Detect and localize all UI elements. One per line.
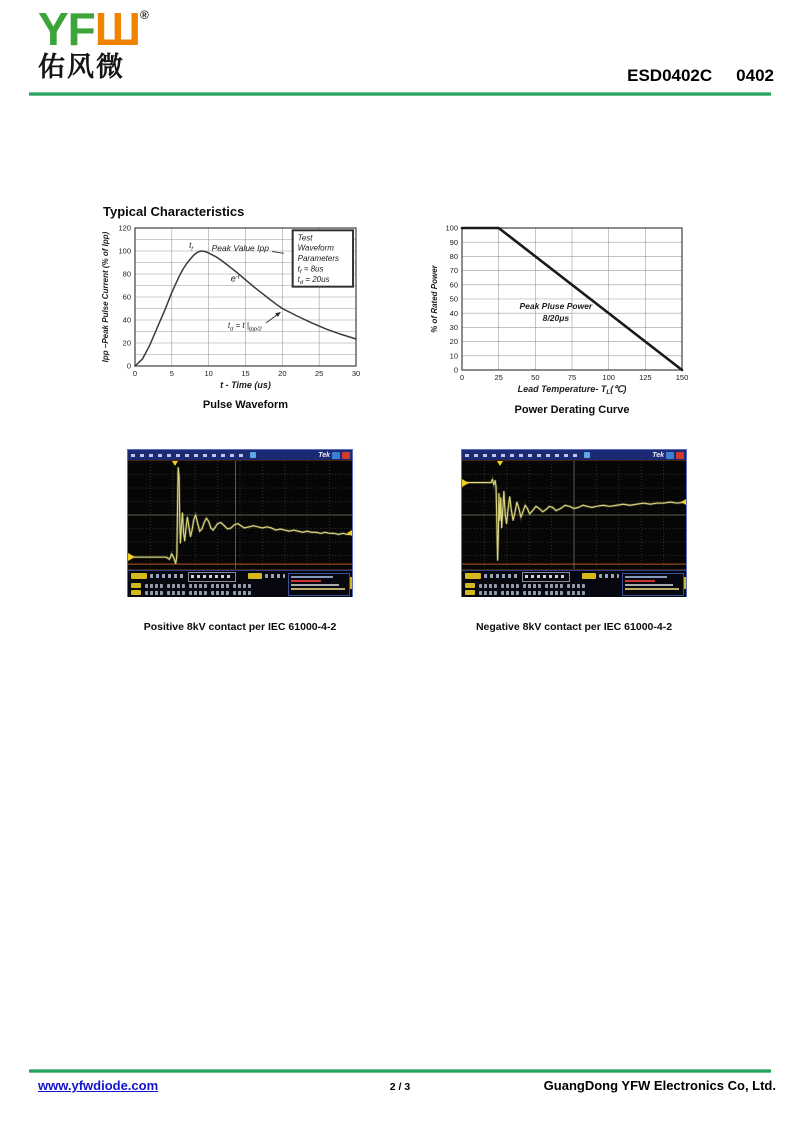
y-tick-label: 30 bbox=[449, 323, 458, 332]
logo-chinese-text: 佑风微 bbox=[38, 52, 125, 82]
pulse-waveform-caption: Pulse Waveform bbox=[202, 399, 289, 411]
x-tick-label: 5 bbox=[169, 369, 174, 378]
y-tick-label: 90 bbox=[449, 237, 458, 247]
header-rule bbox=[29, 92, 771, 96]
chart-annotation: 8/20μs bbox=[542, 313, 570, 324]
chart-annotation: Peak Pluse Power bbox=[519, 300, 593, 311]
level-marker-icon bbox=[347, 530, 352, 536]
tek-logo: Tek bbox=[652, 451, 664, 459]
level-marker-icon bbox=[681, 499, 686, 505]
measure-badge bbox=[131, 590, 141, 595]
scope-screen bbox=[462, 460, 686, 570]
logo-yf-text: YF bbox=[38, 3, 95, 55]
tek-logo: Tek bbox=[318, 451, 330, 459]
scope-graticule bbox=[128, 461, 352, 569]
scope-decoration bbox=[191, 575, 233, 578]
y-tick-label: 100 bbox=[118, 246, 131, 256]
x-tick-label: 150 bbox=[675, 373, 689, 382]
y-axis-label: % of Rated Power bbox=[430, 265, 439, 333]
close-button-icon bbox=[676, 452, 684, 459]
y-tick-label: 60 bbox=[122, 292, 131, 302]
scope-readout bbox=[462, 570, 686, 597]
logo-wordmark bbox=[38, 3, 149, 55]
trigger-position-marker-icon bbox=[497, 461, 503, 466]
oscilloscope-positive-screenshot bbox=[127, 449, 353, 597]
trigger-readout bbox=[599, 574, 619, 578]
test-parameters-line: Test bbox=[297, 233, 313, 243]
measurement-cell bbox=[523, 591, 541, 595]
x-tick-label: 125 bbox=[639, 373, 652, 382]
scope-decoration bbox=[291, 584, 339, 586]
measure-badge bbox=[465, 590, 475, 595]
measurement-cell bbox=[233, 591, 251, 595]
trigger-position-marker-icon bbox=[172, 461, 178, 466]
x-axis-label: Lead Temperature- $T_L(℃)$ bbox=[517, 384, 627, 397]
ground-reference-marker-icon bbox=[128, 553, 135, 561]
trigger-readout bbox=[265, 574, 285, 578]
test-parameters-line: $t_d = 20us$ bbox=[297, 274, 330, 287]
pulse-waveform-figure bbox=[98, 216, 368, 413]
measurement-cell bbox=[501, 591, 519, 595]
minimize-button-icon bbox=[332, 452, 340, 459]
scope-decoration bbox=[525, 575, 567, 578]
scope-app-icon bbox=[584, 452, 590, 458]
measurement-cell bbox=[167, 591, 185, 595]
x-tick-label: 0 bbox=[132, 369, 138, 378]
scope-menubar bbox=[128, 450, 352, 460]
scope-decoration bbox=[625, 588, 679, 590]
acquisition-readout bbox=[522, 572, 570, 582]
scope-menubar bbox=[462, 450, 686, 460]
package-code: 0402 bbox=[736, 66, 774, 85]
y-tick-label: 20 bbox=[122, 338, 131, 348]
y-tick-label: 120 bbox=[118, 223, 131, 233]
y-tick-label: 20 bbox=[449, 337, 458, 347]
panel-scrollbar bbox=[350, 577, 352, 589]
measurement-cell bbox=[145, 591, 163, 595]
company-name: GuangDong YFW Electronics Co, Ltd. bbox=[543, 1078, 776, 1093]
scope-screen bbox=[128, 460, 352, 570]
logo-w-text: Ш bbox=[94, 3, 141, 55]
oscilloscope-negative-screenshot bbox=[461, 449, 687, 597]
timebase-readout bbox=[484, 574, 518, 578]
footer-rule bbox=[29, 1069, 771, 1073]
x-tick-label: 20 bbox=[278, 369, 287, 378]
test-parameters-line: $t_f = 8us$ bbox=[297, 264, 324, 276]
y-tick-label: 80 bbox=[449, 252, 458, 261]
yfw-logo bbox=[38, 3, 149, 82]
measurement-cell bbox=[567, 591, 585, 595]
trigger-badge bbox=[248, 573, 262, 579]
y-tick-label: 50 bbox=[449, 294, 458, 304]
x-tick-label: 25 bbox=[494, 373, 503, 382]
panel-scrollbar bbox=[684, 577, 686, 589]
channel-badge bbox=[131, 573, 147, 579]
y-tick-label: 80 bbox=[122, 269, 131, 279]
scope-graticule bbox=[462, 461, 686, 569]
channel-badge bbox=[465, 573, 481, 579]
x-tick-label: 15 bbox=[241, 369, 250, 378]
scope-decoration bbox=[291, 576, 333, 578]
section-title: Typical Characteristics bbox=[103, 203, 245, 219]
x-axis-label: t - Time (us) bbox=[220, 380, 271, 390]
measurement-cell bbox=[479, 584, 497, 588]
page-indicator: 2 / 3 bbox=[389, 1081, 411, 1093]
power-derating-chart bbox=[425, 216, 700, 400]
test-parameters-line: Waveform bbox=[297, 243, 334, 253]
scope-decoration bbox=[625, 584, 673, 586]
status-panel bbox=[622, 573, 684, 596]
registered-trademark-icon: ® bbox=[140, 8, 149, 22]
scope-negative-caption: Negative 8kV contact per IEC 61000-4-2 bbox=[475, 621, 673, 633]
x-tick-label: 25 bbox=[314, 369, 324, 378]
scope-menu-items bbox=[465, 454, 581, 457]
chart-annotation: $e^{-t}$ bbox=[230, 273, 240, 284]
power-derating-caption: Power Derating Curve bbox=[514, 404, 630, 416]
measurement-cell bbox=[545, 584, 563, 588]
chart-annotation: Peak Value Ipp bbox=[211, 243, 269, 253]
minimize-button-icon bbox=[666, 452, 674, 459]
y-tick-label: 40 bbox=[122, 315, 131, 325]
ground-reference-marker-icon bbox=[462, 479, 469, 487]
measurement-cell bbox=[189, 591, 207, 595]
y-axis-label: Ipp –Peak Pulse Current (% of Ipp) bbox=[101, 231, 110, 363]
measurement-cell bbox=[233, 584, 251, 588]
test-parameters-line: Parameters bbox=[297, 254, 340, 264]
measurement-cell bbox=[211, 584, 229, 588]
y-tick-label: 0 bbox=[453, 365, 458, 375]
measure-badge bbox=[131, 583, 141, 588]
x-tick-label: 30 bbox=[351, 369, 361, 378]
measurement-cell bbox=[189, 584, 207, 588]
chart-annotation: $t_f$ bbox=[189, 241, 193, 253]
y-tick-label: 0 bbox=[126, 361, 131, 371]
scope-positive-caption: Positive 8kV contact per IEC 61000-4-2 bbox=[143, 621, 337, 633]
pulse-waveform-chart bbox=[98, 216, 368, 408]
measurement-cell bbox=[501, 584, 519, 588]
chart-annotation: $t_d = t$ $|_{Ipp/2}$ bbox=[227, 321, 262, 333]
part-number: ESD0402C bbox=[627, 66, 713, 85]
website-link[interactable]: www.yfwdiode.com bbox=[38, 1078, 159, 1093]
x-tick-label: 100 bbox=[602, 373, 615, 382]
x-tick-label: 75 bbox=[567, 373, 577, 382]
close-button-icon bbox=[342, 452, 350, 459]
measure-badge bbox=[465, 583, 475, 588]
y-tick-label: 70 bbox=[449, 266, 458, 276]
page-title bbox=[627, 66, 774, 86]
scope-decoration bbox=[625, 580, 655, 582]
scope-readout bbox=[128, 570, 352, 597]
x-tick-label: 10 bbox=[204, 369, 213, 378]
measurement-cell bbox=[523, 584, 541, 588]
acquisition-readout bbox=[188, 572, 236, 582]
scope-decoration bbox=[625, 576, 667, 578]
timebase-readout bbox=[150, 574, 184, 578]
trigger-badge bbox=[582, 573, 596, 579]
measurement-cell bbox=[545, 591, 563, 595]
scope-menu-items bbox=[131, 454, 247, 457]
power-derating-figure bbox=[425, 216, 700, 405]
measurement-cell bbox=[567, 584, 585, 588]
measurement-cell bbox=[211, 591, 229, 595]
y-tick-label: 40 bbox=[449, 308, 458, 318]
x-tick-label: 50 bbox=[531, 373, 540, 382]
measurement-cell bbox=[167, 584, 185, 588]
y-tick-label: 60 bbox=[449, 280, 458, 290]
x-tick-label: 0 bbox=[459, 373, 465, 382]
y-tick-label: 10 bbox=[449, 351, 458, 361]
measurement-cell bbox=[145, 584, 163, 588]
measurement-cell bbox=[479, 591, 497, 595]
status-panel bbox=[288, 573, 350, 596]
scope-decoration bbox=[291, 588, 345, 590]
scope-app-icon bbox=[250, 452, 256, 458]
y-tick-label: 100 bbox=[445, 223, 458, 233]
scope-decoration bbox=[291, 580, 321, 582]
